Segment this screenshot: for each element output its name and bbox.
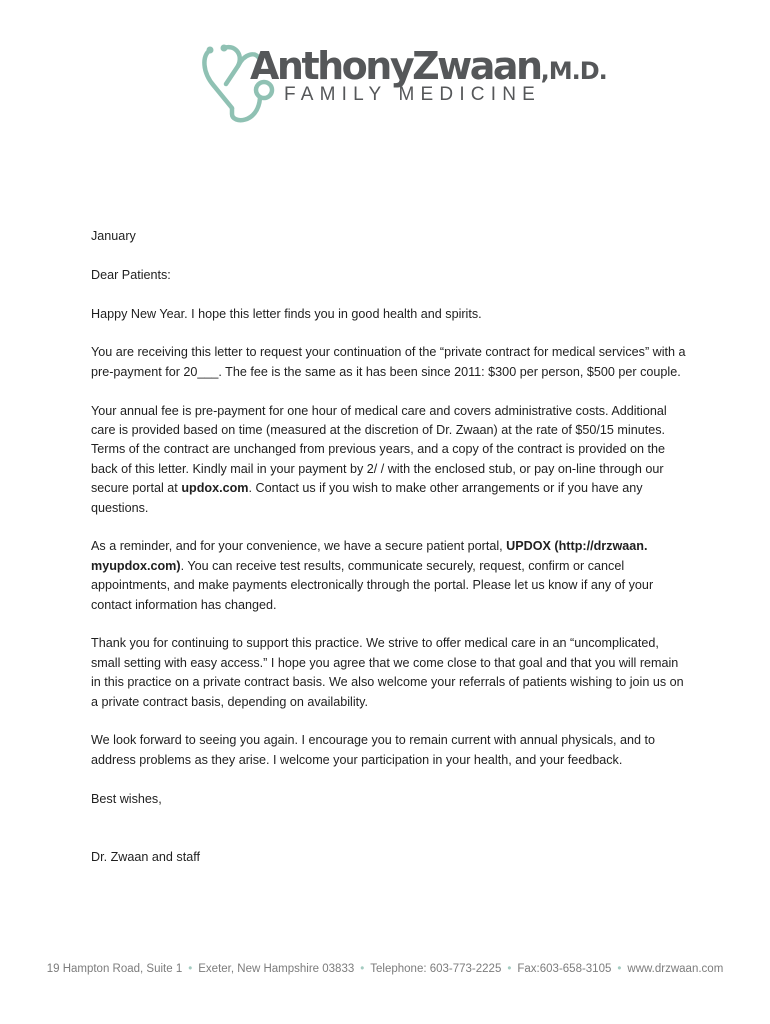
- letter-signature: Dr. Zwaan and staff: [91, 850, 200, 865]
- separator-dot: •: [360, 963, 365, 975]
- footer-website[interactable]: www.drzwaan.com: [627, 963, 724, 975]
- paragraph-terms: Your annual fee is pre-payment for one hour of medical care and covers administrative costs. Additional care is provided based on time (measured at the discretion of Dr. Zwaan) at the rate of $50/15 minutes. Terms of the contract are unchanged from previous years, and a copy of the contract is provided on the back of this letter. Kindly mail in your payment by 2/ / with the enclosed stub, or pay on-line through our secure portal at updox.com. Contact us if you wish to make other arrangements or if you have any questions.: [91, 403, 667, 515]
- footer-city: Exeter, New Hampshire 03833: [198, 963, 355, 975]
- paragraph-greeting: Happy New Year. I hope this letter finds you in good health and spirits.: [91, 306, 482, 321]
- separator-dot: •: [617, 963, 622, 975]
- paragraph-portal: As a reminder, and for your convenience, we have a secure patient portal, UPDOX (http://drzwaan. myupdox.com). You can receive test results, communicate securely, request, confirm or cancel appointments, and make payments electronically through the portal. Please let us know if any of your contact information has changed.: [91, 539, 654, 612]
- letter-closing: Best wishes,: [91, 791, 162, 806]
- footer-address: 19 Hampton Road, Suite 1: [46, 963, 183, 975]
- separator-dot: •: [507, 963, 512, 975]
- updox-link[interactable]: updox.com: [181, 481, 249, 496]
- letterhead-footer: [0, 963, 770, 975]
- letter-body: [91, 227, 691, 887]
- footer-fax: Fax:603-658-3105: [517, 963, 612, 975]
- paragraph-thanks: Thank you for continuing to support this practice. We strive to offer medical care in an “uncomplicated, small setting with easy access.” I hope you agree that we come close to that goal and that you will remain in this practice on a private contract basis. We also welcome your referrals of patients wishing to join us on a private contract basis, depending on availability.: [91, 636, 684, 709]
- paragraph-followup: We look forward to seeing you again. I encourage you to remain current with annual physicals, and to address problems as they arise. I welcome your participation in your health, and your feedback.: [91, 733, 656, 767]
- portal-link[interactable]: UPDOX (http://drzwaan. myupdox.com): [91, 539, 648, 573]
- logo-subtitle: FAMILY MEDICINE: [284, 84, 541, 105]
- paragraph-fee: You are receiving this letter to request your continuation of the “private contract for medical services” with a pre-payment for 20___. The fee is the same as it has been since 2011: $300 per person, $500 per couple.: [91, 345, 686, 379]
- logo-wordmark: AnthonyZwaan,M.D.: [250, 44, 607, 88]
- letter-salutation: Dear Patients:: [91, 267, 171, 282]
- letter-date: January: [91, 229, 136, 243]
- separator-dot: •: [188, 963, 193, 975]
- practice-logo: [198, 40, 607, 125]
- footer-phone: Telephone: 603-773-2225: [370, 963, 502, 975]
